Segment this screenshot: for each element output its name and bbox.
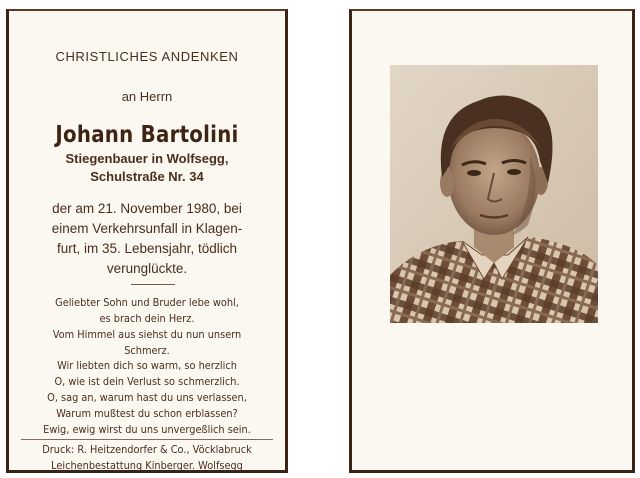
address-line: Schulstraße Nr. 34: [90, 169, 204, 184]
footer-rule: [21, 439, 273, 440]
divider: [131, 284, 175, 285]
memorial-card-text-panel: [6, 9, 288, 473]
poem-line: Geliebter Sohn und Bruder lebe wohl,: [55, 297, 239, 309]
portrait-photo: [390, 65, 598, 323]
death-text-line: furt, im 35. Lebensjahr, tödlich: [56, 241, 238, 256]
memorial-card-photo-panel: [349, 9, 635, 473]
occupation-line-1: Stiegenbauer in Wolfsegg,: [65, 151, 229, 166]
poem-line: Vom Himmel aus siehst du nun unsern: [52, 329, 242, 341]
salutation: an Herrn: [121, 89, 173, 104]
poem-line: O, sag an, warum hast du uns verlassen,: [47, 392, 247, 404]
poem-line: Wir liebten dich so warm, so herzlich: [57, 360, 237, 372]
death-text-line: der am 21. November 1980, bei: [52, 201, 242, 216]
poem-line: Ewig, ewig wirst du uns unvergeßlich sein.: [43, 424, 251, 436]
deceased-name: Johann Bartolini: [55, 122, 239, 148]
poem-line: Schmerz.: [124, 345, 170, 357]
card-heading: CHRISTLICHES ANDENKEN: [55, 49, 239, 64]
printer-credit: Druck: R. Heitzendorfer & Co., Vöcklabruck: [42, 444, 252, 456]
poem-line: O, wie ist dein Verlust so schmerzlich.: [54, 376, 240, 388]
death-text-line: verunglückte.: [106, 261, 188, 276]
death-text-line: einem Verkehrsunfall in Klagen-: [51, 221, 243, 236]
funeral-home-credit: Leichenbestattung Kinberger. Wolfsegg: [51, 460, 243, 472]
poem-line: es brach dein Herz.: [99, 313, 195, 325]
poem-line: Warum mußtest du schon erblassen?: [56, 408, 238, 420]
